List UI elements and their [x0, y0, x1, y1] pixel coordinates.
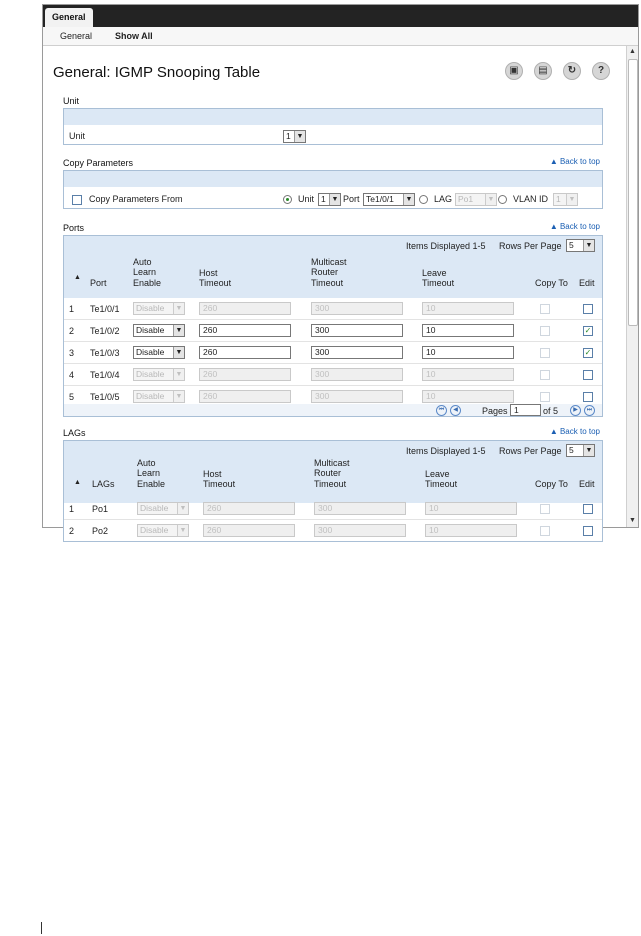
lags-rows-per-page-value: 5: [569, 445, 574, 455]
host-timeout-input[interactable]: 260: [203, 524, 295, 537]
col-copy-to: Copy To: [535, 479, 568, 489]
copy-parameters-label: Copy Parameters From: [89, 194, 183, 204]
edit-checkbox[interactable]: [583, 304, 593, 314]
row-number: 2: [69, 326, 75, 336]
copy-box-header: [64, 171, 602, 187]
copy-vlan-select[interactable]: [553, 193, 578, 206]
col-edit: Edit: [579, 278, 595, 288]
col-mrouter-3[interactable]: Timeout: [311, 278, 344, 288]
auto-learn-select[interactable]: [133, 302, 185, 315]
unit-box: [63, 108, 603, 145]
page-title: General: IGMP Snooping Table: [53, 64, 261, 81]
copy-lag-label: LAG: [434, 194, 453, 204]
edit-checkbox[interactable]: ✓: [584, 326, 592, 335]
col-edit: Edit: [579, 479, 595, 489]
lags-table: [63, 440, 603, 542]
auto-learn-value: Disable: [140, 525, 169, 535]
save-icon[interactable]: ▣: [505, 62, 523, 80]
copy-to-checkbox[interactable]: [540, 526, 550, 536]
col-auto-learn-3[interactable]: Enable: [137, 479, 166, 489]
mrouter-timeout-input[interactable]: 300: [314, 502, 406, 515]
row-divider: [64, 363, 602, 364]
host-timeout-input[interactable]: 260: [199, 346, 291, 359]
mrouter-timeout-input[interactable]: 300: [314, 524, 406, 537]
host-timeout-input[interactable]: 260: [203, 502, 295, 515]
edit-checkbox[interactable]: [583, 392, 593, 402]
row-number: 1: [69, 504, 75, 514]
chevron-down-icon: ▼: [566, 194, 577, 205]
chevron-down-icon: ▼: [173, 391, 184, 402]
page-input[interactable]: 1: [510, 404, 541, 416]
lags-section-title: LAGs: [63, 428, 86, 438]
sub-nav-bar: [43, 27, 638, 46]
row-divider: [64, 319, 602, 320]
copy-vlan-label: VLAN ID: [513, 194, 549, 204]
chevron-down-icon: ▼: [485, 194, 496, 205]
copy-port-value: Te1/0/1: [366, 194, 394, 204]
unit-select-value: 1: [286, 131, 291, 141]
port-name: Te1/0/1: [90, 304, 120, 314]
auto-learn-select[interactable]: [133, 324, 185, 337]
lag-name: Po2: [92, 526, 109, 536]
chevron-down-icon: ▼: [403, 194, 414, 205]
copy-section-title: Copy Parameters: [63, 158, 134, 168]
subnav-general[interactable]: General: [60, 31, 93, 41]
copy-to-checkbox[interactable]: [540, 348, 550, 358]
unit-label: Unit: [69, 131, 86, 141]
chevron-down-icon: ▼: [173, 303, 184, 314]
leave-timeout-input[interactable]: 10: [422, 324, 514, 337]
col-host-1: Host: [203, 469, 222, 479]
copy-unit-label: Unit: [298, 194, 315, 204]
col-auto-learn-3[interactable]: Enable: [133, 278, 162, 288]
lags-rows-per-page-label: Rows Per Page: [499, 446, 562, 456]
copy-to-checkbox[interactable]: [540, 370, 550, 380]
chevron-down-icon: ▼: [294, 131, 305, 142]
scroll-down-icon[interactable]: ▼: [629, 517, 636, 524]
row-divider: [64, 341, 602, 342]
leave-timeout-input[interactable]: 10: [422, 390, 514, 403]
copy-lag-select[interactable]: [455, 193, 497, 206]
host-timeout-input[interactable]: 260: [199, 302, 291, 315]
col-host-2[interactable]: Timeout: [203, 479, 236, 489]
col-leave-1: Leave: [425, 469, 450, 479]
prev-page-icon[interactable]: ◀: [450, 405, 461, 416]
col-auto-learn-1: Auto: [137, 458, 156, 468]
edit-checkbox[interactable]: [583, 504, 593, 514]
edit-checkbox[interactable]: ✓: [584, 348, 592, 357]
lags-rows-per-page-select[interactable]: [566, 444, 595, 457]
top-nav-bar: [43, 5, 638, 27]
unit-radio[interactable]: [283, 195, 292, 204]
auto-learn-value: Disable: [136, 347, 165, 357]
scroll-up-icon[interactable]: ▲: [629, 48, 636, 55]
col-lags[interactable]: LAGs: [92, 479, 115, 489]
leave-timeout-input[interactable]: 10: [422, 302, 514, 315]
port-name: Te1/0/3: [90, 348, 120, 358]
col-mrouter-2: Router: [314, 468, 342, 478]
col-mrouter-3[interactable]: Timeout: [314, 479, 347, 489]
copy-port-label: Port: [343, 194, 360, 204]
ports-rows-per-page-label: Rows Per Page: [499, 241, 562, 251]
col-mrouter-2: Router: [311, 267, 339, 277]
mrouter-timeout-input[interactable]: 300: [311, 390, 403, 403]
chevron-down-icon: ▼: [583, 445, 594, 456]
row-number: 1: [69, 304, 75, 314]
row-number: 3: [69, 348, 75, 358]
col-auto-learn-2: Learn: [133, 267, 157, 277]
col-auto-learn-1: Auto: [133, 257, 152, 267]
print-icon[interactable]: ▤: [534, 62, 552, 80]
edit-checkbox[interactable]: [583, 526, 593, 536]
main-content: [43, 46, 626, 536]
lag-name: Po1: [92, 504, 109, 514]
auto-learn-select[interactable]: [133, 368, 185, 381]
sort-icon[interactable]: ▲: [74, 274, 81, 281]
port-name: Te1/0/2: [90, 326, 120, 336]
back-to-top-link[interactable]: ▲ Back to top: [549, 157, 600, 166]
page-margin-mark: [41, 922, 42, 934]
host-timeout-input[interactable]: 260: [199, 324, 291, 337]
ports-rows-per-page-select[interactable]: [566, 239, 595, 252]
col-leave-2[interactable]: Timeout: [422, 278, 455, 288]
auto-learn-value: Disable: [140, 503, 169, 513]
col-leave-1: Leave: [422, 268, 447, 278]
copy-to-checkbox[interactable]: [540, 304, 550, 314]
leave-timeout-input[interactable]: 10: [422, 346, 514, 359]
unit-box-header: [64, 109, 602, 125]
subnav-show-all[interactable]: Show All: [115, 31, 153, 41]
col-auto-learn-2: Learn: [137, 468, 161, 478]
ports-section-title: Ports: [63, 223, 85, 233]
port-name: Te1/0/4: [90, 370, 120, 380]
mrouter-timeout-input[interactable]: 300: [311, 324, 403, 337]
host-timeout-input[interactable]: 260: [199, 368, 291, 381]
of-pages: of 5: [543, 406, 559, 416]
copy-to-checkbox[interactable]: [540, 504, 550, 514]
leave-timeout-input[interactable]: 10: [422, 368, 514, 381]
col-port[interactable]: Port: [90, 278, 107, 288]
auto-learn-select[interactable]: [137, 524, 189, 537]
ports-table: [63, 235, 603, 417]
ports-rows-per-page-value: 5: [569, 240, 574, 250]
auto-learn-value: Disable: [136, 369, 165, 379]
row-divider: [64, 519, 602, 520]
chevron-down-icon: ▼: [583, 240, 594, 251]
auto-learn-value: Disable: [136, 391, 165, 401]
copy-unit-select[interactable]: [318, 193, 341, 206]
col-host-1: Host: [199, 268, 218, 278]
sort-icon[interactable]: ▲: [74, 479, 81, 486]
back-to-top-link[interactable]: ▲ Back to top: [549, 427, 600, 436]
tab-general[interactable]: General: [45, 8, 93, 27]
host-timeout-input[interactable]: 260: [199, 390, 291, 403]
row-number: 5: [69, 392, 75, 402]
auto-learn-select[interactable]: [133, 346, 185, 359]
scroll-thumb[interactable]: [628, 59, 638, 326]
vlan-radio[interactable]: [498, 195, 507, 204]
copy-to-checkbox[interactable]: [540, 392, 550, 402]
vertical-scrollbar[interactable]: [626, 46, 638, 527]
copy-lag-value: Po1: [458, 194, 474, 204]
chevron-down-icon: ▼: [173, 325, 184, 336]
pages-label: Pages: [482, 406, 508, 416]
copy-box: [63, 170, 603, 209]
copy-port-select[interactable]: [363, 193, 415, 206]
row-number: 4: [69, 370, 75, 380]
leave-timeout-input[interactable]: 10: [425, 502, 517, 515]
mrouter-timeout-input[interactable]: 300: [311, 346, 403, 359]
first-page-icon[interactable]: ⏮: [436, 405, 447, 416]
back-to-top-link[interactable]: ▲ Back to top: [549, 222, 600, 231]
copy-to-checkbox[interactable]: [540, 326, 550, 336]
copy-parameters-checkbox[interactable]: [72, 195, 82, 205]
mrouter-timeout-input[interactable]: 300: [311, 368, 403, 381]
mrouter-timeout-input[interactable]: 300: [311, 302, 403, 315]
copy-unit-value: 1: [321, 194, 326, 204]
row-divider: [64, 385, 602, 386]
col-mrouter-1: Multicast: [311, 257, 347, 267]
port-name: Te1/0/5: [90, 392, 120, 402]
unit-select[interactable]: [283, 130, 306, 143]
col-leave-2[interactable]: Timeout: [425, 479, 458, 489]
chevron-down-icon: ▼: [177, 525, 188, 536]
edit-checkbox[interactable]: [583, 370, 593, 380]
unit-section-title: Unit: [63, 96, 80, 106]
lag-radio[interactable]: [419, 195, 428, 204]
ports-items-displayed: Items Displayed 1-5: [406, 241, 486, 251]
row-number: 2: [69, 526, 75, 536]
help-icon[interactable]: ?: [592, 62, 610, 80]
chevron-down-icon: ▼: [329, 194, 340, 205]
chevron-down-icon: ▼: [177, 503, 188, 514]
app-window: [42, 4, 639, 536]
col-host-2[interactable]: Timeout: [199, 278, 232, 288]
next-page-icon[interactable]: ▶: [570, 405, 581, 416]
col-mrouter-1: Multicast: [314, 458, 350, 468]
auto-learn-select[interactable]: [137, 502, 189, 515]
auto-learn-value: Disable: [136, 303, 165, 313]
last-page-icon[interactable]: ⏭: [584, 405, 595, 416]
lags-items-displayed: Items Displayed 1-5: [406, 446, 486, 456]
chevron-down-icon: ▼: [173, 369, 184, 380]
chevron-down-icon: ▼: [173, 347, 184, 358]
leave-timeout-input[interactable]: 10: [425, 524, 517, 537]
auto-learn-select[interactable]: [133, 390, 185, 403]
copy-vlan-value: 1: [556, 194, 561, 204]
refresh-icon[interactable]: ↻: [563, 62, 581, 80]
auto-learn-value: Disable: [136, 325, 165, 335]
col-copy-to: Copy To: [535, 278, 568, 288]
